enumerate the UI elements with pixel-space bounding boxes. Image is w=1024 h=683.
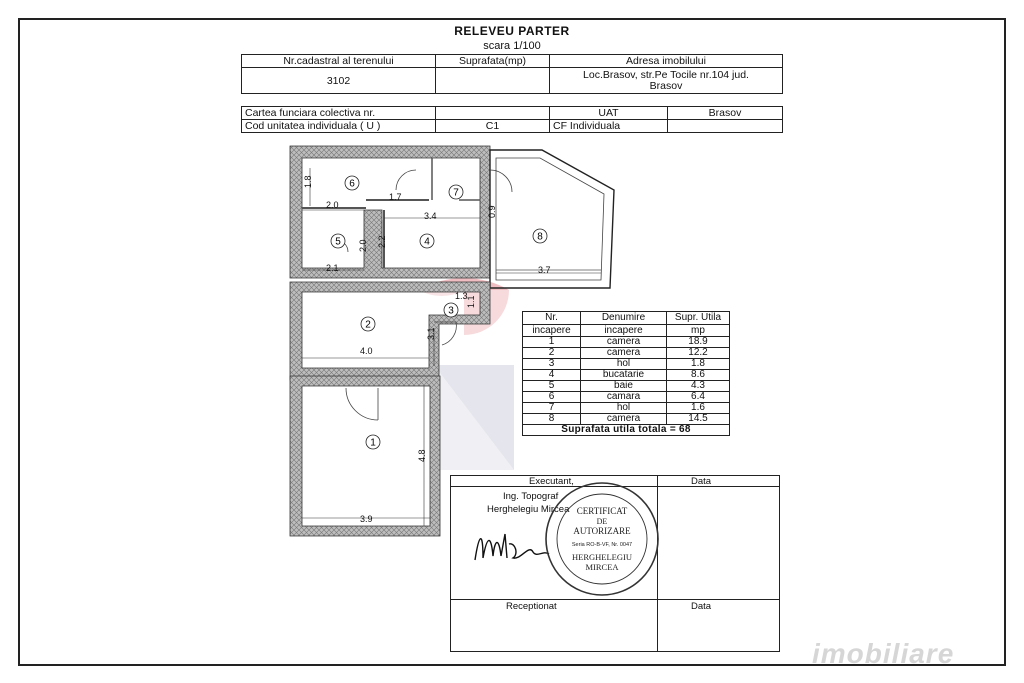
room-nr: 6 [523,392,581,403]
page-title: RELEVEU PARTER [454,24,570,38]
room-area: 6.4 [667,392,730,403]
certification-stamp [543,480,661,598]
cadastral-info-table [241,54,783,94]
dim-0-9: 0.9 [487,205,497,218]
dim-3-9: 3.9 [360,514,373,524]
room-nr: 2 [523,348,581,359]
table-row [523,403,730,414]
stamp-line-6: MIRCEA [585,562,619,572]
room-4-label: 4 [424,236,430,248]
land-book-table [241,106,783,133]
header-nr-2: incapere [523,324,581,337]
signature-block [450,475,780,652]
watermark-text: imobiliare [812,638,955,669]
address-value [550,68,783,94]
header-den-1: Denumire [581,312,667,325]
room-area: 14.5 [667,414,730,425]
uat-label: UAT [550,107,668,120]
room-nr: 8 [523,414,581,425]
room-area: 1.8 [667,359,730,370]
stamp-line-4: Seria RO-B-VF, Nr. 0047 [571,542,633,548]
header-address: Adresa imobilului [550,55,783,68]
executant-label: Executant, [529,476,574,487]
room-1-label: 1 [370,437,376,449]
room-name: camera [581,337,667,348]
room-5-label: 5 [335,236,341,248]
surface-value [436,68,550,94]
dim-4-0: 4.0 [360,346,373,356]
table-row [523,381,730,392]
engineer-name: Herghelegiu Mircea [487,504,570,515]
room-name: camera [581,414,667,425]
scale-label: scara 1/100 [483,40,541,52]
rooms-table [522,311,730,436]
address-line-2: Brasov [649,79,683,92]
dim-2-2: 2.2 [377,235,387,248]
header-surface: Suprafata(mp) [436,55,550,68]
room-6-label: 6 [349,178,355,190]
room-nr: 5 [523,381,581,392]
dim-3-4: 3.4 [424,211,437,221]
room-name: camera [581,348,667,359]
stamp-line-3: AUTORIZARE [573,526,631,536]
room-7-label: 7 [453,187,459,199]
date-label-1: Data [691,476,712,487]
stamp-line-5: HERGHELEGIU [572,552,632,562]
table-row [523,359,730,370]
table-row [523,414,730,425]
dim-1-1: 1.1 [466,295,476,308]
room-area: 12.2 [667,348,730,359]
header-sup-1: Supr. Utila [667,312,730,325]
unit-code-value: C1 [436,120,550,133]
room-area: 4.3 [667,381,730,392]
room-nr: 1 [523,337,581,348]
dim-1-3: 1.3 [455,291,468,301]
room-2-label: 2 [365,319,371,331]
room-area: 18.9 [667,337,730,348]
room-name: hol [581,403,667,414]
date-label-2: Data [691,601,712,612]
uat-value: Brasov [668,107,783,120]
room-3-label: 3 [448,305,454,317]
room-nr: 7 [523,403,581,414]
header-cadastral: Nr.cadastral al terenului [242,55,436,68]
table-row [523,392,730,403]
engineer-title: Ing. Topograf [503,491,559,502]
header-sup-2: mp [667,324,730,337]
cf-type-value [668,120,783,133]
stamp-line-1: CERTIFICAT [576,506,628,516]
room-name: hol [581,359,667,370]
wall-room-8 [490,150,614,288]
cadastral-number: 3102 [242,68,436,94]
dim-3-7: 3.7 [538,265,551,275]
cf-type: CF Individuala [550,120,668,133]
header-den-2: incapere [581,324,667,337]
room-nr: 3 [523,359,581,370]
room-area: 1.6 [667,403,730,414]
header-nr-1: Nr. [523,312,581,325]
table-row [523,337,730,348]
room-area: 8.6 [667,370,730,381]
land-book-label: Cartea funciara colectiva nr. [242,107,436,120]
dim-3-1: 3.1 [426,327,436,340]
dim-1-7: 1.7 [389,192,402,202]
table-row [523,370,730,381]
table-row [523,348,730,359]
dim-1-8: 1.8 [303,175,313,188]
room-name: camara [581,392,667,403]
total-area: Suprafata utila totala = 68 [523,425,730,436]
dim-2-1: 2.1 [326,263,339,273]
dim-2-0a: 2.0 [326,200,339,210]
receptionat-label: Receptionat [506,601,557,612]
stamp-line-2: DE [596,517,608,526]
divider [451,599,779,600]
room-name: bucatarie [581,370,667,381]
room-8-label: 8 [537,231,543,243]
room-name: baie [581,381,667,392]
room-nr: 4 [523,370,581,381]
dim-2-0b: 2.0 [358,239,368,252]
address-line-1: Loc.Brasov, str.Pe Tocile nr.104 jud. [583,68,749,81]
dim-4-8: 4.8 [417,449,427,462]
wall-top-block [290,146,490,278]
land-book-value [436,107,550,120]
unit-code-label: Cod unitatea individuala ( U ) [242,120,436,133]
